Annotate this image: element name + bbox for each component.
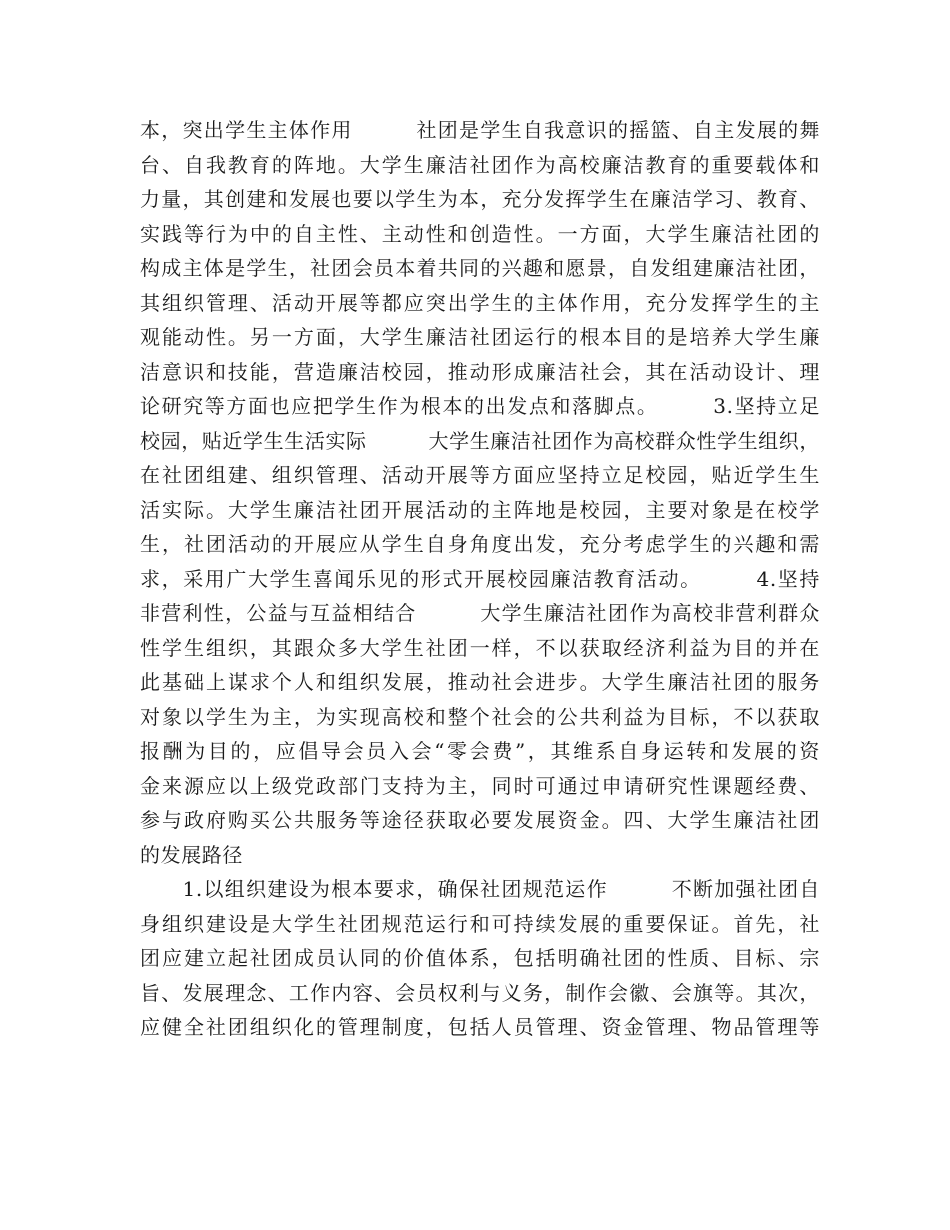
text-line: 应健全社团组织化的管理制度，包括人员管理、资金管理、物品管理等 <box>140 1015 820 1039</box>
text-line: 此基础上谋求个人和组织发展，推动社会进步。大学生廉洁社团的服务 <box>140 670 820 694</box>
text-line: 在社团组建、组织管理、活动开展等方面应坚持立足校园，贴近学生生 <box>140 463 820 487</box>
text-line: 参与政府购买公共服务等途径获取必要发展资金。四、大学生廉洁社团 <box>140 808 820 832</box>
text-line: 其组织管理、活动开展等都应突出学生的主体作用，充分发挥学生的主 <box>140 290 820 315</box>
body-text <box>140 113 820 1045</box>
text-line: 团应建立起社团成员认同的价值体系，包括明确社团的性质、目标、宗 <box>140 946 820 970</box>
text-line: 构成主体是学生，社团会员本着共同的兴趣和愿景，自发组建廉洁社团， <box>140 256 820 280</box>
text-line: 金来源应以上级党政部门支持为主，同时可通过申请研究性课题经费、 <box>140 773 820 798</box>
text-line: 台、自我教育的阵地。大学生廉洁社团作为高校廉洁教育的重要载体和 <box>140 152 820 177</box>
text-line: 报酬为目的，应倡导会员入会“零会费”，其维系自身运转和发展的资 <box>140 739 820 763</box>
text-line: 观能动性。另一方面，大学生廉洁社团运行的根本目的是培养大学生廉 <box>140 325 820 349</box>
text-line: 洁意识和技能，营造廉洁校园，推动形成廉洁社会，其在活动设计、理 <box>140 359 820 384</box>
text-line: 本，突出学生主体作用 社团是学生自我意识的摇篮、自主发展的舞 <box>140 118 820 142</box>
text-line: 实践等行为中的自主性、主动性和创造性。一方面，大学生廉洁社团的 <box>140 221 820 246</box>
text-line: 1.以组织建设为根本要求，确保社团规范运作 不断加强社团自 <box>140 877 820 901</box>
text-line: 旨、发展理念、工作内容、会员权利与义务，制作会徽、会旗等。其次， <box>140 980 820 1005</box>
text-line: 活实际。大学生廉洁社团开展活动的主阵地是校园，主要对象是在校学 <box>140 497 820 522</box>
text-line: 非营利性，公益与互益相结合 大学生廉洁社团作为高校非营利群众 <box>140 601 820 625</box>
text-line: 身组织建设是大学生社团规范运行和可持续发展的重要保证。首先，社 <box>140 911 820 936</box>
text-line: 论研究等方面也应把学生作为根本的出发点和落脚点。 3.坚持立足 <box>140 394 820 418</box>
text-line: 力量，其创建和发展也要以学生为本，充分发挥学生在廉洁学习、教育、 <box>140 187 820 211</box>
text-line: 求，采用广大学生喜闻乐见的形式开展校园廉洁教育活动。 4.坚持 <box>140 566 820 591</box>
text-line: 对象以学生为主，为实现高校和整个社会的公共利益为目标，不以获取 <box>140 704 820 729</box>
text-line: 性学生组织，其跟众多大学生社团一样，不以获取经济利益为目的并在 <box>140 635 820 660</box>
text-line: 的发展路径 <box>140 842 243 867</box>
text-line: 生，社团活动的开展应从学生自身角度出发，充分考虑学生的兴趣和需 <box>140 532 820 556</box>
text-line: 校园，贴近学生生活实际 大学生廉洁社团作为高校群众性学生组织， <box>140 428 820 453</box>
